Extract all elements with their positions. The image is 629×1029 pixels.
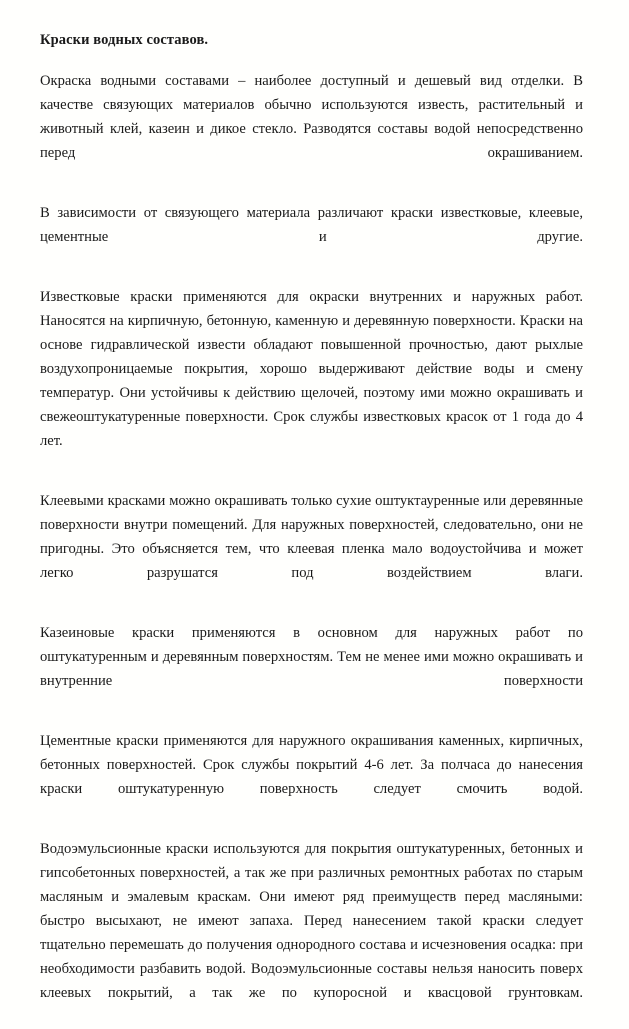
paragraph: Известковые краски применяются для окраски внутренних и наружных работ. Наносятся на кирпичную, бетонную, каменную и деревянную поверхности. Краски на основе гидравлической извести обладают повышенной прочностью, дают рыхлые воздухопроницаемые покрытия, хорошо выдерживают действие воды и смену температур. Они устойчивы к действию щелочей, поэтому ими можно окрашивать и свежеоштукатуренные поверхности. Срок службы известковых красок от 1 года до 4 лет. xyxy=(40,289,583,449)
paragraph: Клеевыми красками можно окрашивать только сухие оштуктауренные или деревянные поверхности внутри помещений. Для наружных поверхностей, следовательно, они не пригодны. Это объясняется тем, что клеевая пленка мало водоустойчива и может легко разрушатся под воздействием влаги. xyxy=(40,493,583,581)
paragraph: В зависимости от связующего материала различают краски известковые, клеевые, цементные и другие. xyxy=(40,205,583,245)
paragraph: Казеиновые краски применяются в основном для наружных работ по оштукатуренным и деревянным поверхностям. Тем не менее ими можно окрашивать и внутренние поверхности xyxy=(40,625,583,689)
document-body xyxy=(40,69,583,1029)
paragraph: Водоэмульсионные краски используются для покрытия оштукатуренных, бетонных и гипсобетонных поверхностей, а так же при различных ремонтных работах по старым масляным и эмалевым краскам. Они имеют ряд преимуществ перед масляными: быстро высыхают, не имеют запаха. Перед нанесением такой краски следует тщательно перемешать до получения однородного состава и исчезновения осадка: при необходимости разбавить водой. Водоэмульсионные составы нельзя наносить поверх клеевых покрытий, а так же по купоросной и квасцовой грунтовкам. xyxy=(40,841,583,1001)
page-title: Краски водных составов. xyxy=(40,32,209,48)
paragraph: Окраска водными составами – наиболее доступный и дешевый вид отделки. В качестве связующих материалов обычно используются известь, растительный и животный клей, казеин и дикое стекло. Разводятся составы водой непосредственно перед окрашиванием. xyxy=(40,73,583,161)
paragraph: Цементные краски применяются для наружного окрашивания каменных, кирпичных, бетонных поверхностей. Срок службы покрытий 4-6 лет. За полчаса до нанесения краски оштукатуренную поверхность следует смочить водой. xyxy=(40,733,583,797)
